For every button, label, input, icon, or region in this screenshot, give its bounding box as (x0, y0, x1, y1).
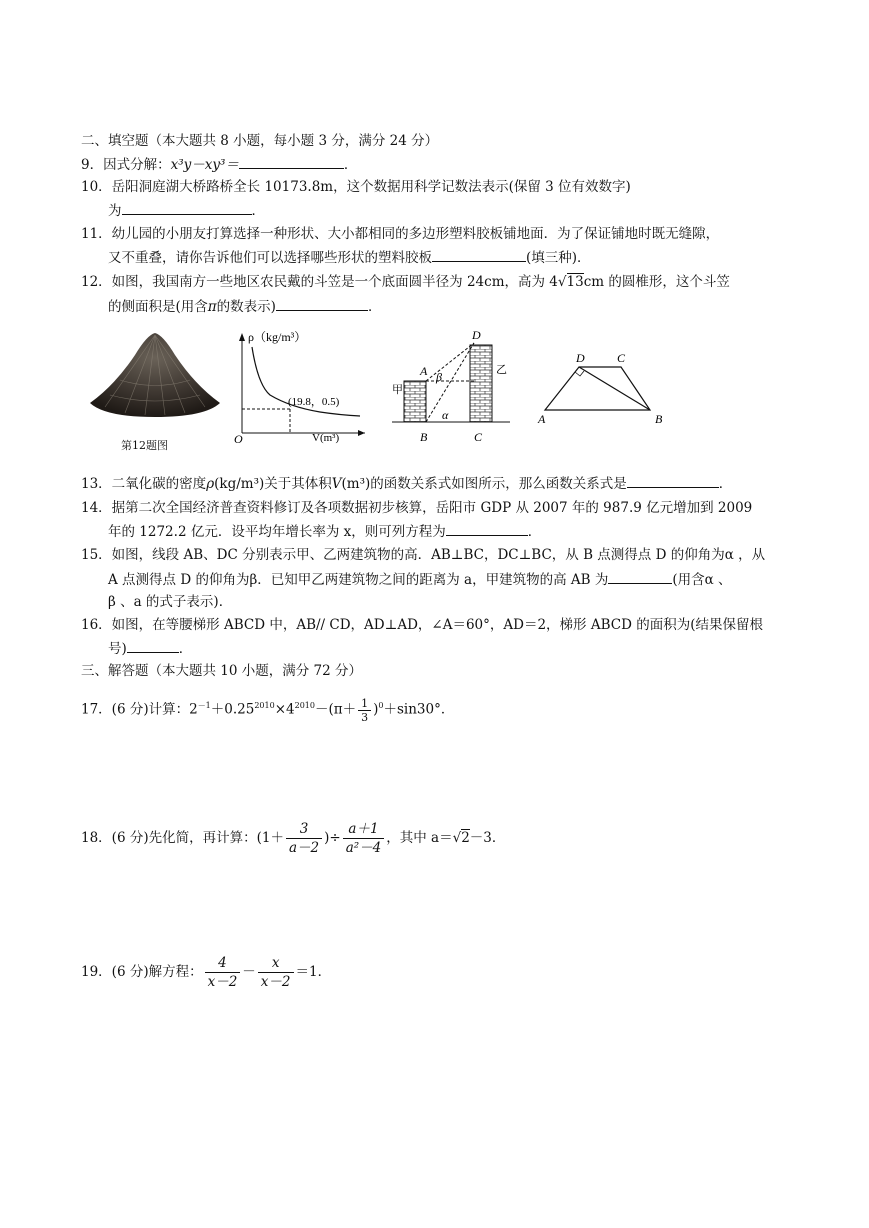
q17-text: ＋0.25 (210, 701, 255, 718)
section-heading: 二、填空题（本大题共 8 小题，每小题 3 分，满分 24 分） (81, 133, 439, 149)
question-15-line1: 15．如图，线段 AB、DC 分别表示甲、乙两建筑物的高．AB⊥BC，DC⊥BC，从 B 点测得点 D 的仰角为α ，从 (81, 547, 766, 563)
q17-suffix: ＋sin30°． (383, 701, 455, 718)
label-A: A (420, 364, 428, 378)
fraction (205, 954, 241, 991)
density-graph (220, 325, 370, 450)
exponent: 2010 (294, 701, 315, 710)
q17-text: －(π＋ (314, 701, 357, 718)
numerator: 3 (286, 820, 322, 839)
question-15-line2 (108, 569, 732, 590)
label-C: C (617, 351, 626, 365)
point-label: (19.8，0.5) (288, 396, 340, 408)
diagonal-BD (579, 367, 650, 410)
fraction (358, 697, 371, 724)
label-A: A (538, 412, 546, 426)
question-10-line1: 10．岳阳洞庭湖大桥路桥全长 10173.8m，这个数据用科学记数法表示(保留 3 位有效数字) (81, 179, 631, 195)
bamboo-hat-image (85, 325, 225, 425)
minus-sign: － (242, 964, 256, 980)
q18-prefix: 18．(6 分)先化简，再计算：(1＋ (81, 830, 284, 846)
answer-blank[interactable] (127, 638, 179, 653)
label-yi: 乙 (496, 364, 507, 376)
answer-blank[interactable] (608, 569, 672, 584)
q19-prefix: 19．(6 分)解方程： (81, 964, 203, 980)
sqrt-sign: √ (557, 274, 567, 290)
question-18 (81, 814, 505, 862)
q14-prefix: 年的 1272.2 亿元．设平均年增长率为 x，则可列方程为 (108, 524, 446, 540)
buildings-figure (390, 325, 515, 450)
question-16-line2 (108, 638, 192, 659)
label-B: B (420, 430, 428, 444)
answer-blank[interactable] (276, 296, 368, 311)
question-15-line3: β 、a 的式子表示)． (108, 594, 233, 610)
x-axis-label: V(m³) (312, 432, 340, 444)
q13-text: 13．二氧化碳的密度 (81, 476, 207, 492)
question-9 (81, 154, 357, 175)
label-D: D (576, 351, 585, 365)
q12-mid: 的数表示) (216, 299, 276, 315)
q13-text2: (kg/m³)关于其体积 (214, 476, 332, 492)
denominator: x－2 (207, 974, 238, 990)
denominator: a²－4 (345, 840, 382, 856)
q19-suffix: ＝1． (295, 964, 332, 980)
fraction (258, 954, 294, 991)
trapezoid-figure (535, 345, 675, 435)
sqrt-radicand: 13 (566, 274, 584, 290)
label-jia: 甲 (392, 384, 403, 396)
label-beta: β (436, 370, 442, 384)
label-B: B (655, 412, 663, 426)
denominator: x－2 (260, 974, 291, 990)
numerator: 4 (205, 954, 241, 973)
q12-suffix: ． (367, 299, 382, 315)
y-axis-label: ρ（kg/m³） (248, 330, 307, 344)
q18-text: ，其中 a＝ (386, 830, 453, 846)
figure-caption: 第12题图 (121, 439, 168, 452)
question-17 (81, 688, 454, 728)
q17-prefix: 17．(6 分)计算：2 (81, 701, 198, 718)
q17-text: ×4 (274, 701, 295, 718)
label-alpha: α (442, 408, 449, 422)
question-11-line2 (108, 247, 591, 268)
q11-prefix: 又不重叠，请你告诉他们可以选择哪些形状的塑料胶板 (108, 250, 432, 266)
question-11-line1: 11．幼儿园的小朋友打算选择一种形状、大小都相同的多边形塑料胶板铺地面．为了保证铺地时既无缝隙， (81, 226, 720, 242)
answer-blank[interactable] (122, 200, 252, 215)
question-14-line1: 14．据第二次全国经济普查资料修订及各项数据初步核算，岳阳市 GDP 从 2007 年的 987.9 亿元增加到 2009 (81, 500, 753, 516)
label-C: C (474, 430, 483, 444)
answer-blank[interactable] (627, 473, 719, 488)
q15-text: A 点测得点 D 的仰角为β．已知甲乙两建筑物之间的距离为 a，甲建筑物的高 AB 为 (108, 572, 609, 588)
question-16-line1: 16．如图，在等腰梯形 ABCD 中，AB// CD，AD⊥AD，∠A＝60°，AD＝2，梯形 ABCD 的面积为(结果保留根 (81, 617, 763, 633)
q16-prefix: 号) (108, 641, 127, 657)
q10-prefix: 为 (108, 203, 122, 219)
rho-symbol: ρ (206, 476, 215, 492)
sqrt-sign: √ (452, 830, 462, 846)
building-yi (470, 345, 492, 422)
q9-prefix: 9．因式分解： (81, 157, 171, 173)
label-D: D (472, 328, 481, 342)
q11-suffix: (填三种)． (526, 250, 591, 266)
numerator: x (258, 954, 294, 973)
exponent: 0 (378, 701, 384, 710)
q9-expr: x³y－xy³＝ (170, 157, 239, 173)
question-12-line2 (108, 296, 381, 317)
fraction (286, 820, 322, 857)
sqrt-radicand: 2 (461, 830, 470, 846)
q16-suffix: ． (178, 641, 193, 657)
q10-suffix: ． (251, 203, 265, 219)
question-13 (81, 473, 732, 494)
numerator: 1 (358, 697, 371, 711)
exponent: 2010 (254, 701, 275, 710)
q17-text: ) (373, 701, 379, 718)
answer-blank[interactable] (239, 154, 344, 169)
q13-suffix: ． (718, 476, 733, 492)
q18-text: )÷ (324, 830, 341, 846)
q15-suffix: (用含α 、 (672, 572, 732, 588)
q12-prefix: 的侧面积是(用含 (108, 299, 208, 315)
pi-symbol: π (207, 299, 217, 315)
denominator: 3 (361, 710, 369, 724)
q13-text3: (m³)的函数关系式如图所示，那么函数关系式是 (341, 476, 627, 492)
q14-suffix: ． (527, 524, 542, 540)
question-10-line2 (108, 200, 265, 221)
q9-suffix: ． (343, 157, 358, 173)
question-14-line2 (108, 521, 541, 542)
V-symbol: V (331, 476, 342, 492)
section-heading: 三、解答题（本大题共 10 小题，满分 72 分） (81, 663, 363, 679)
answer-blank[interactable] (432, 247, 526, 262)
q12-text-c: cm 的圆椎形，这个斗笠 (583, 274, 730, 290)
numerator: a＋1 (343, 820, 385, 839)
q18-suffix: －3． (469, 830, 506, 846)
answer-blank[interactable] (446, 521, 528, 536)
question-12-line1 (81, 272, 730, 292)
question-19 (81, 948, 331, 996)
building-jia (404, 381, 426, 422)
denominator: a－2 (288, 840, 320, 856)
exponent: －1 (197, 701, 211, 710)
q12-text-a: 12．如图，我国南方一些地区农民戴的斗笠是一个底面圆半径为 24cm，高为 4 (81, 274, 558, 290)
trapezoid-shape (545, 367, 650, 410)
origin-label: O (234, 432, 243, 446)
fraction (343, 820, 385, 857)
